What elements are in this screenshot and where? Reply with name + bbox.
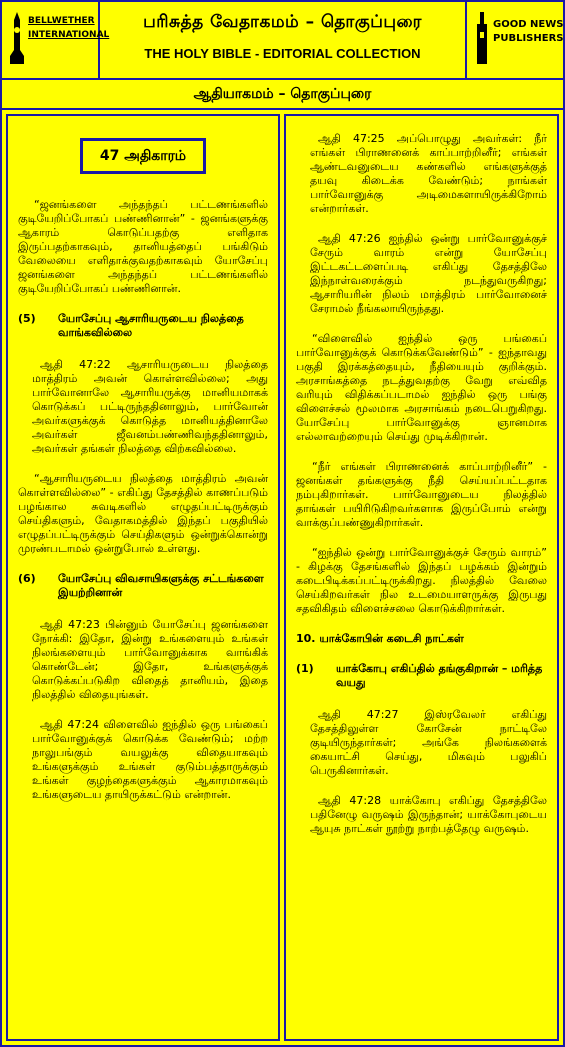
- commentary-paragraph: “ஆசாரியருடைய நிலத்தை மாத்திரம் அவன் கொள்ளவில்லை” - எகிப்து தேசத்தில் காணப்படும் பழங்கால சுவடிகளில் எழுதப்பட்டிருக்கும் செய்திகளும், வேதாகமத்தில் இந்தப் பகுதியில் எழுதப்பட்டிருக்கும் செய்திகளும் ஒன்றுக்கொன்று முரண்படாமல் ஒன்றுபோல் உள்ளது.: [18, 472, 268, 555]
- bellwether-logo: [2, 2, 110, 78]
- section-number: (5): [18, 312, 36, 325]
- verse-47-27: ஆதி 47:27 இஸ்ரவேலர் எகிப்து தேசத்திலுள்ள கோசேன் நாட்டிலே குடியிருந்தார்கள்; அங்கே நிலங்களைக் கையாட்சி செய்து, மிகவும் பலுகிப் பெருகினார்கள்.: [310, 708, 547, 777]
- logo-right-line2: PUBLISHERS: [493, 33, 564, 44]
- verse-47-22: ஆதி 47:22 ஆசாரியருடைய நிலத்தை மாத்திரம் அவன் கொள்ளவில்லை; அது பார்வோனாலே ஆசாரியருக்கு மானியமாகக் கொடுக்கப் பட்டிருந்ததினாலும், பார்வோன் அவர்களுக்குக் கொடுத்த மானியத்தினாலே அவர்கள் ஜீவனம்பண்ணிவந்ததினாலும், அவர்கள் தங்கள் நிலத்தை விற்கவில்லை.: [32, 358, 268, 455]
- logo-left-line1: BELLWETHER: [28, 16, 95, 26]
- commentary-paragraph: “நீர் எங்கள் பிராணனைக் காப்பாற்றினீர்” - ஜனங்கள் தங்களுக்கு நீதி செய்யப்பட்டதாக நம்புகிறார்கள். பார்வோனுடைய நிலத்தில் தாங்கள் பயிரிடுகிறவர்களாக இருப்போம் என்று வாக்குப்பண்ணுகிறார்கள்.: [296, 460, 547, 529]
- section-heading-6: [18, 572, 268, 600]
- section-title: யாக்கோபு எகிப்தில் தங்குகிறான் – மரித்த வயது: [336, 662, 543, 689]
- section-number: (1): [296, 662, 314, 675]
- section-heading-5: [18, 312, 268, 340]
- title-tamil: பரிசுத்த வேதாகமம் – தொகுப்புரை: [143, 12, 422, 32]
- section-number: (6): [18, 572, 36, 585]
- verse-47-28: ஆதி 47:28 யாக்கோபு எகிப்து தேசத்திலே பதினேழு வருஷம் இருந்தான்; யாக்கோபுடைய ஆயுசு நாட்கள் நூற்று நாற்பத்தேழு வருஷம்.: [310, 794, 547, 835]
- book-subtitle: ஆதியாகமம் – தொகுப்புரை: [2, 80, 563, 110]
- title-english: THE HOLY BIBLE - EDITORIAL COLLECTION: [144, 46, 421, 61]
- logo-right-line1: GOOD NEWS: [493, 19, 564, 30]
- title-block: [100, 2, 465, 78]
- bell-tower-icon: [8, 10, 26, 68]
- section-heading-1: [296, 662, 547, 690]
- commentary-paragraph: “ஐந்தில் ஒன்று பார்வோனுக்குச் சேரும் வாரம்” - கிழக்கு தேசங்களில் இந்தப் பழக்கம் இன்றும் கடைபிடிக்கப்பட்டிருக்கிறது. நிலத்தில் வேலை செய்கிறவர்கள் நில உடமையாளருக்கு இருபது சதவிகிதம் விளைச்சலை கொடுக்கிறார்கள்.: [296, 546, 547, 615]
- columns: [2, 110, 563, 1045]
- verse-47-25: ஆதி 47:25 அப்பொழுது அவர்கள்: நீர் எங்கள் பிராணனைக் காப்பாற்றினீர்; எங்கள் ஆண்டவனுடைய கண்களில் எங்களுக்குத் தயவு கிடைக்க வேண்டும்; நாங்கள் பார்வோனுக்கு அடிமைகளாயிருக்கிறோம் என்றார்கள்.: [310, 132, 547, 215]
- left-column: [6, 114, 280, 1041]
- header: [2, 2, 563, 80]
- verse-47-24: ஆதி 47:24 விளைவில் ஐந்தில் ஒரு பங்கைப் பார்வோனுக்குக் கொடுக்க வேண்டும்; மற்ற நாலுபங்கும் வயலுக்கு விதையாகவும் உங்களுக்கும் உங்கள் குடும்பத்தாருக்கும் உங்கள் குழந்தைகளுக்கும் ஆகாரமாகவும் உங்களுடைய தாயிருக்கட்டும் என்றான்.: [32, 718, 268, 801]
- right-column: [284, 114, 559, 1041]
- chapter-heading: 47 அதிகாரம்: [80, 138, 206, 174]
- intro-paragraph: “ஜனங்களை அந்தந்தப் பட்டணங்களில் குடியேறிப்போகப் பண்ணினான்” - ஜனங்களுக்கு ஆகாரம் கொடுப்பதற்கு எளிதாக இருப்பதற்காகவும், தானியத்தைப் பங்கிடும் வேலையை எளிதாக்குவதற்காகவும் யோசேப்பு ஜனங்களை அந்தந்தப் பட்டணங்களில் குடியேறிப்போகப் பண்ணினான்.: [18, 198, 268, 295]
- tower-icon: [473, 10, 491, 68]
- logo-left-line2: INTERNATIONAL: [28, 30, 110, 40]
- good-news-logo: [465, 2, 563, 78]
- verse-47-26: ஆதி 47:26 ஐந்தில் ஒன்று பார்வோனுக்குச் சேரும் வாரம் என்று யோசேப்பு இட்டகட்டளைப்படி எகிப்து தேசத்திலே இந்நாள்வரைக்கும் நடந்துவருகிறது; ஆசாரியரின் நிலம் மாத்திரம் பார்வோனைச் சேராமல் நீங்கலாயிருந்தது.: [310, 232, 547, 315]
- commentary-paragraph: “விளைவில் ஐந்தில் ஒரு பங்கைப் பார்வோனுக்குக் கொடுக்கவேண்டும்” - ஐந்தாவது பகுதி இரக்கத்தையும், நீதியையும் குறிக்கும். அரசாங்கத்தை நடத்துவதற்கு வேறு எவ்வித வரியும் விதிக்கப்படாமல் ஐந்தில் ஒரு பங்கு விளைச்சல் மூலமாக அரசாங்கம் நடைபெறுகிறது. யோசேப்பு பார்வோனுக்கு ஞானமாக எல்லாவற்றையும் செய்து முடிக்கிறான்.: [296, 332, 547, 443]
- section-title: யோசேப்பு விவசாயிகளுக்கு சட்டங்களை இயற்றினான்: [58, 572, 264, 599]
- verse-47-23: ஆதி 47:23 பின்னும் யோசேப்பு ஜனங்களை நோக்கி: இதோ, இன்று உங்களையும் உங்கள் நிலங்களையும் பார்வோனுக்காக வாங்கிக் கொண்டேன்; இதோ, உங்களுக்குக் கொடுக்கப்படுகிற விதைத் தானியம், இதை நிலத்தில் விதையுங்கள்.: [32, 618, 268, 701]
- section-title: யோசேப்பு ஆசாரியருடைய நிலத்தை வாங்கவில்லை: [58, 312, 244, 339]
- topic-heading: 10. யாக்கோபின் கடைசி நாட்கள்: [296, 632, 464, 645]
